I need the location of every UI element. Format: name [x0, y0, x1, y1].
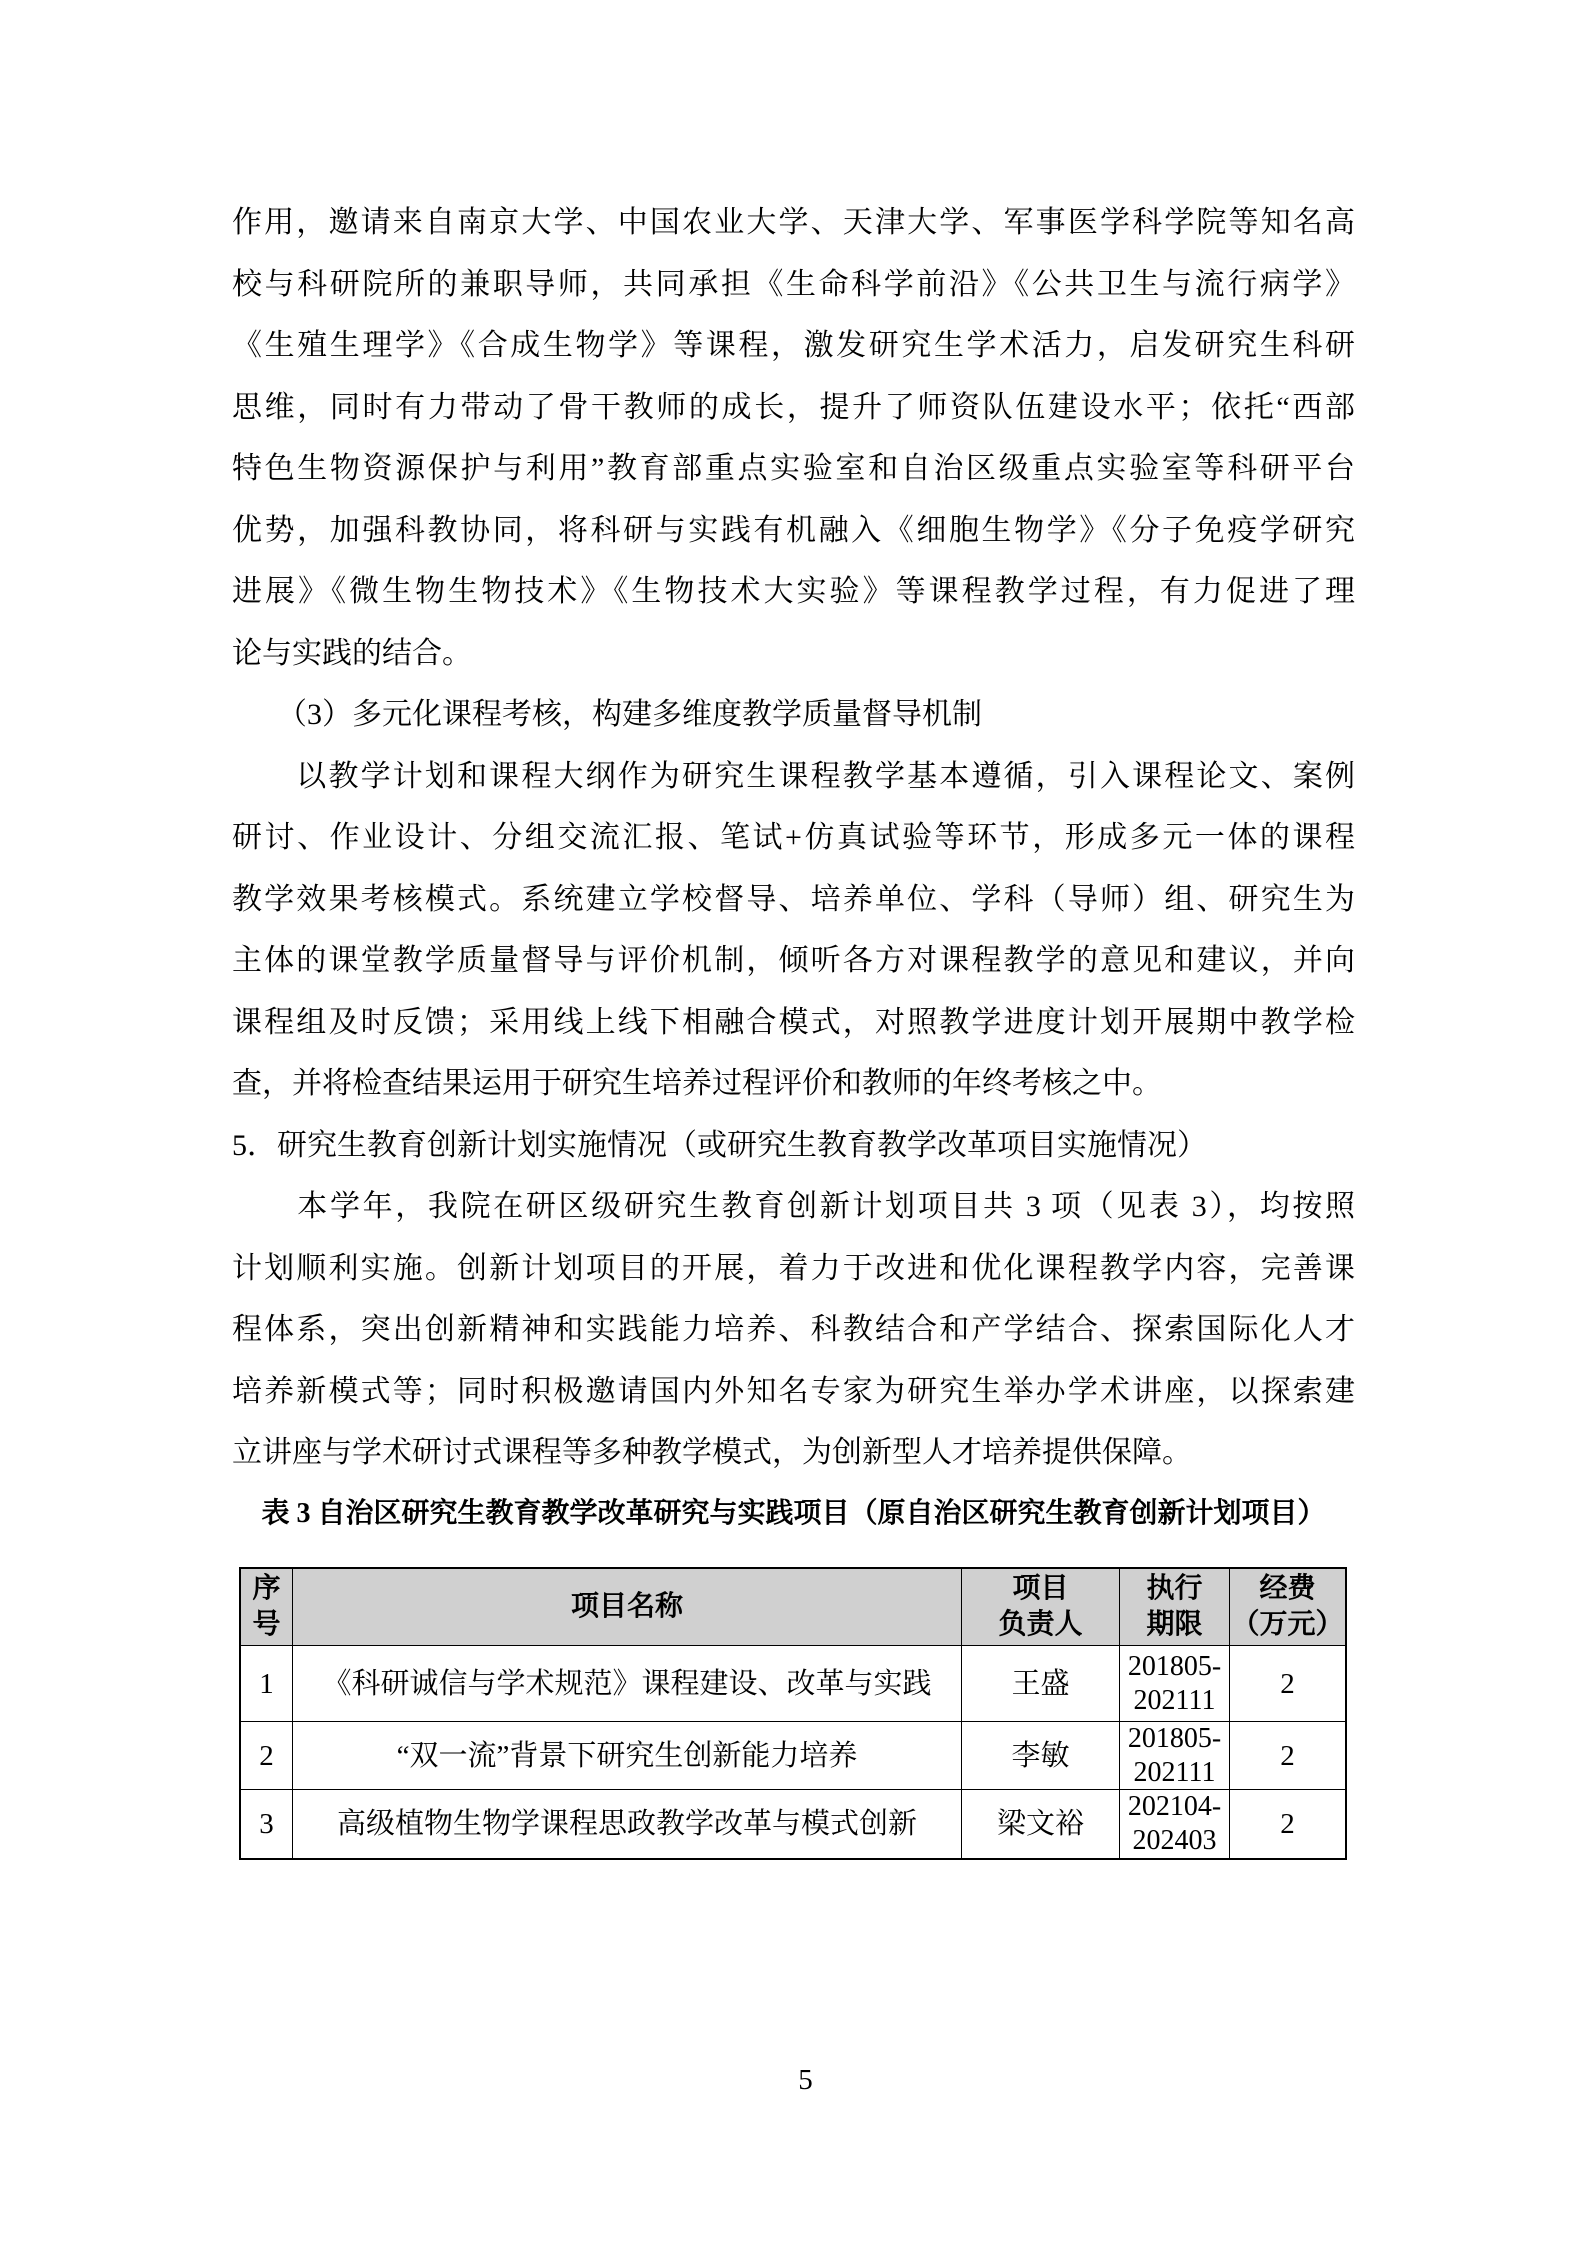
cell-line: 202111 [1133, 1684, 1216, 1716]
cell-line: 负责人 [998, 1609, 1083, 1640]
text-line: 思维，同时有力带动了骨干教师的成长，提升了师资队伍建设水平；依托“西部 [232, 390, 1355, 424]
text-line: 作用，邀请来自南京大学、中国农业大学、天津大学、军事医学科学院等知名高 [232, 206, 1355, 239]
text-line: 特色生物资源保护与利用”教育部重点实验室和自治区级重点实验室等科研平台 [232, 452, 1355, 485]
header-cell [1230, 1569, 1345, 1646]
table-row [241, 1790, 1345, 1858]
header-cell [241, 1569, 293, 1646]
cell-line: 202104- [1127, 1791, 1222, 1822]
cell-line: 2 [259, 1739, 274, 1772]
cell-line: 《科研诚信与学术规范》课程建设、改革与实践 [322, 1667, 932, 1700]
body-cell [293, 1646, 962, 1722]
text-line: 5．研究生教育创新计划实施情况（或研究生教育教学改革项目实施情况） [232, 1128, 1207, 1162]
body-cell [1230, 1790, 1345, 1858]
table-row [241, 1646, 1345, 1722]
text-line: 进展》《微生物生物技术》《生物技术大实验》等课程教学过程，有力促进了理 [232, 575, 1355, 608]
cell-line: 号 [252, 1609, 281, 1640]
cell-line: 执行 [1146, 1573, 1203, 1604]
paragraph [232, 746, 1355, 1115]
header-cell [1120, 1569, 1230, 1646]
text-line: 计划顺利实施。创新计划项目的开展，着力于改进和优化课程教学内容，完善课 [232, 1251, 1355, 1285]
body-cell [1230, 1646, 1345, 1722]
text-line: 查，并将检查结果运用于研究生培养过程评价和教师的年终考核之中。 [232, 1067, 1162, 1100]
page-number: 5 [798, 2064, 813, 2096]
header-cell [962, 1569, 1120, 1646]
body-cell [293, 1790, 962, 1858]
text-line: 论与实践的结合。 [232, 636, 472, 670]
body-cell [962, 1646, 1120, 1722]
cell-line: 3 [259, 1808, 274, 1840]
body-cell [241, 1790, 293, 1858]
paragraph [232, 684, 1355, 746]
text-line: 程体系，突出创新精神和实践能力培养、科教结合和产学结合、探索国际化人才 [232, 1313, 1355, 1346]
body-cell [241, 1722, 293, 1790]
cell-line: （万元） [1231, 1609, 1344, 1640]
body-cell [241, 1646, 293, 1722]
cell-line: 1 [259, 1667, 274, 1700]
text-line: 《生殖生理学》《合成生物学》等课程，激发研究生学术活力，启发研究生科研 [232, 329, 1355, 362]
text-line: 立讲座与学术研讨式课程等多种教学模式，为创新型人才培养提供保障。 [232, 1436, 1192, 1469]
table-row [241, 1722, 1345, 1790]
cell-line: 梁文裕 [996, 1808, 1084, 1840]
text-line: 优势，加强科教协同，将科研与实践有机融入《细胞生物学》《分子免疫学研究 [232, 513, 1355, 547]
text-line: 培养新模式等；同时积极邀请国内外知名专家为研究生举办学术讲座，以探索建 [232, 1374, 1355, 1408]
cell-line: 李敏 [1011, 1739, 1070, 1772]
cell-line: 202403 [1132, 1825, 1217, 1856]
cell-line: 201805- [1127, 1650, 1222, 1682]
header-cell [293, 1569, 962, 1646]
body-cell [1230, 1722, 1345, 1790]
text-line: （3）多元化课程考核，构建多维度教学质量督导机制 [232, 698, 982, 731]
cell-line: “双一流”背景下研究生创新能力培养 [396, 1739, 858, 1772]
body-cell [1120, 1646, 1230, 1722]
cell-line: 项目名称 [570, 1591, 683, 1622]
cell-line: 高级植物生物学课程思政教学改革与模式创新 [336, 1808, 917, 1840]
table-header-row [241, 1569, 1345, 1646]
projects-table [239, 1567, 1347, 1860]
cell-line: 王盛 [1011, 1667, 1070, 1700]
cell-line: 2 [1280, 1667, 1295, 1700]
body-cell [962, 1722, 1120, 1790]
body-text [232, 192, 1355, 1484]
body-cell [1120, 1722, 1230, 1790]
text-line: 研讨、作业设计、分组交流汇报、笔试+仿真试验等环节，形成多元一体的课程 [232, 821, 1355, 854]
cell-line: 202111 [1133, 1756, 1216, 1788]
table-caption: 表 3 自治区研究生教育教学改革研究与实践项目（原自治区研究生教育创新计划项目） [261, 1498, 1326, 1529]
text-line: 主体的课堂教学质量督导与评价机制，倾听各方对课程教学的意见和建议，并向 [232, 944, 1355, 977]
text-line: 以教学计划和课程大纲作为研究生课程教学基本遵循，引入课程论文、案例 [232, 759, 1355, 793]
text-line: 本学年，我院在研区级研究生教育创新计划项目共 3 项（见表 3），均按照 [232, 1190, 1355, 1223]
body-cell [293, 1722, 962, 1790]
paragraph [232, 192, 1355, 684]
text-line: 课程组及时反馈；采用线上线下相融合模式，对照教学进度计划开展期中教学检 [232, 1005, 1355, 1039]
paragraph [232, 1176, 1355, 1484]
cell-line: 2 [1280, 1808, 1295, 1840]
paragraph [232, 1115, 1355, 1177]
text-line: 校与科研院所的兼职导师，共同承担《生命科学前沿》《公共卫生与流行病学》 [232, 267, 1355, 301]
cell-line: 201805- [1127, 1722, 1222, 1754]
text-line: 教学效果考核模式。系统建立学校督导、培养单位、学科（导师）组、研究生为 [232, 882, 1355, 916]
cell-line: 项目 [1012, 1573, 1069, 1604]
cell-line: 经费 [1259, 1573, 1316, 1604]
body-cell [1120, 1790, 1230, 1858]
cell-line: 2 [1280, 1739, 1295, 1772]
cell-line: 期限 [1146, 1609, 1203, 1640]
body-cell [962, 1790, 1120, 1858]
cell-line: 序 [252, 1573, 281, 1604]
